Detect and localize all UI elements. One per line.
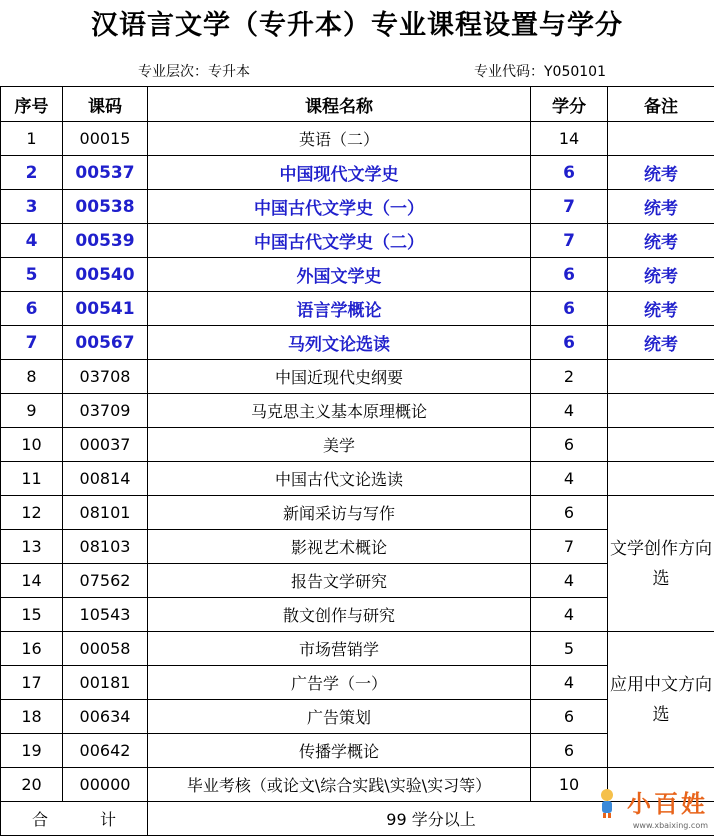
cell-note: 统考	[608, 190, 714, 224]
header-code: 课码	[63, 87, 148, 122]
cell-seq: 15	[1, 598, 63, 632]
table-row	[1, 428, 714, 462]
cell-seq: 13	[1, 530, 63, 564]
cell-code: 00037	[63, 428, 148, 462]
cell-name: 影视艺术概论	[148, 530, 531, 564]
cell-credit: 7	[531, 224, 608, 258]
cell-credit: 6	[531, 700, 608, 734]
cell-credit: 2	[531, 360, 608, 394]
watermark-url: www.xbaixing.com	[632, 821, 708, 830]
course-table	[0, 86, 714, 836]
cell-code: 00000	[63, 768, 148, 802]
cell-credit: 14	[531, 122, 608, 156]
cell-credit: 4	[531, 598, 608, 632]
cell-name: 中国现代文学史	[148, 156, 531, 190]
cell-credit: 5	[531, 632, 608, 666]
major-code: 专业代码：Y050101	[474, 64, 606, 80]
cell-seq: 17	[1, 666, 63, 700]
cell-seq: 3	[1, 190, 63, 224]
table-row	[1, 530, 714, 564]
cell-note	[608, 122, 714, 156]
cell-seq: 16	[1, 632, 63, 666]
cell-name: 广告学（一）	[148, 666, 531, 700]
cell-note: 统考	[608, 224, 714, 258]
cell-name: 马列文论选读	[148, 326, 531, 360]
cell-name: 广告策划	[148, 700, 531, 734]
table-row	[1, 258, 714, 292]
watermark-logo	[598, 784, 710, 830]
cell-credit: 6	[531, 326, 608, 360]
cell-seq: 5	[1, 258, 63, 292]
cell-name: 中国近现代史纲要	[148, 360, 531, 394]
cell-code: 10543	[63, 598, 148, 632]
table-row	[1, 292, 714, 326]
header-name: 课程名称	[148, 87, 531, 122]
cell-credit: 4	[531, 666, 608, 700]
cell-seq: 19	[1, 734, 63, 768]
cell-note: 统考	[608, 326, 714, 360]
cell-seq: 20	[1, 768, 63, 802]
cell-credit: 6	[531, 428, 608, 462]
table-row	[1, 224, 714, 258]
table-row	[1, 122, 714, 156]
table-header-row	[1, 87, 714, 122]
table-row	[1, 326, 714, 360]
table-row	[1, 700, 714, 734]
total-label	[1, 802, 148, 836]
cell-seq: 8	[1, 360, 63, 394]
table-row	[1, 394, 714, 428]
cell-code: 00634	[63, 700, 148, 734]
table-row	[1, 734, 714, 768]
cell-seq: 1	[1, 122, 63, 156]
cell-credit: 6	[531, 496, 608, 530]
cell-code: 00181	[63, 666, 148, 700]
table-row	[1, 666, 714, 700]
table-row	[1, 360, 714, 394]
cell-note	[608, 394, 714, 428]
group-note-creative: 文学创作方向选	[608, 496, 714, 632]
cell-name: 语言学概论	[148, 292, 531, 326]
cell-seq: 18	[1, 700, 63, 734]
cell-name: 中国古代文学史（一）	[148, 190, 531, 224]
page-title: 汉语言文学（专升本）专业课程设置与学分	[91, 10, 623, 41]
cell-seq: 11	[1, 462, 63, 496]
cartoon-figure-icon	[598, 788, 616, 818]
cell-credit: 7	[531, 530, 608, 564]
cell-seq: 6	[1, 292, 63, 326]
header-note: 备注	[608, 87, 714, 122]
cell-code: 00537	[63, 156, 148, 190]
cell-credit: 6	[531, 258, 608, 292]
cell-seq: 7	[1, 326, 63, 360]
table-row	[1, 496, 714, 530]
cell-seq: 9	[1, 394, 63, 428]
cell-code: 07562	[63, 564, 148, 598]
cell-note	[608, 428, 714, 462]
cell-note: 统考	[608, 292, 714, 326]
cell-code: 00058	[63, 632, 148, 666]
cell-credit: 6	[531, 156, 608, 190]
cell-note: 统考	[608, 156, 714, 190]
cell-credit: 4	[531, 394, 608, 428]
cell-seq: 14	[1, 564, 63, 598]
cell-name: 新闻采访与写作	[148, 496, 531, 530]
cell-note	[608, 462, 714, 496]
cell-seq: 2	[1, 156, 63, 190]
cell-code: 00642	[63, 734, 148, 768]
watermark-text: 小百姓	[627, 790, 708, 818]
total-value: 99 学分以上	[148, 802, 714, 836]
cell-name: 英语（二）	[148, 122, 531, 156]
cell-code: 00015	[63, 122, 148, 156]
cell-seq: 4	[1, 224, 63, 258]
cell-name: 报告文学研究	[148, 564, 531, 598]
table-row	[1, 156, 714, 190]
cell-credit: 4	[531, 462, 608, 496]
cell-code: 00538	[63, 190, 148, 224]
cell-code: 08103	[63, 530, 148, 564]
total-label-a: 合	[31, 810, 48, 829]
table-row	[1, 598, 714, 632]
major-level: 专业层次：专升本	[138, 64, 250, 80]
cell-credit: 6	[531, 292, 608, 326]
table-row	[1, 462, 714, 496]
cell-seq: 12	[1, 496, 63, 530]
cell-name: 中国古代文学史（二）	[148, 224, 531, 258]
cell-credit: 6	[531, 734, 608, 768]
table-row	[1, 632, 714, 666]
cell-name: 外国文学史	[148, 258, 531, 292]
cell-name: 传播学概论	[148, 734, 531, 768]
cell-credit: 10	[531, 768, 608, 802]
cell-name: 散文创作与研究	[148, 598, 531, 632]
cell-code: 00541	[63, 292, 148, 326]
total-label-b: 计	[99, 810, 116, 829]
cell-credit: 7	[531, 190, 608, 224]
cell-seq: 10	[1, 428, 63, 462]
cell-name: 毕业考核（或论文\综合实践\实验\实习等）	[148, 768, 531, 802]
cell-name: 马克思主义基本原理概论	[148, 394, 531, 428]
cell-code: 03708	[63, 360, 148, 394]
cell-name: 美学	[148, 428, 531, 462]
cell-code: 00814	[63, 462, 148, 496]
group-note-applied: 应用中文方向选	[608, 632, 714, 768]
cell-credit: 4	[531, 564, 608, 598]
cell-code: 03709	[63, 394, 148, 428]
cell-code: 00540	[63, 258, 148, 292]
cell-name: 市场营销学	[148, 632, 531, 666]
cell-code: 00539	[63, 224, 148, 258]
table-row	[1, 190, 714, 224]
cell-note: 统考	[608, 258, 714, 292]
table-row	[1, 564, 714, 598]
cell-name: 中国古代文论选读	[148, 462, 531, 496]
header-seq: 序号	[1, 87, 63, 122]
cell-code: 00567	[63, 326, 148, 360]
cell-code: 08101	[63, 496, 148, 530]
header-credit: 学分	[531, 87, 608, 122]
cell-note	[608, 360, 714, 394]
